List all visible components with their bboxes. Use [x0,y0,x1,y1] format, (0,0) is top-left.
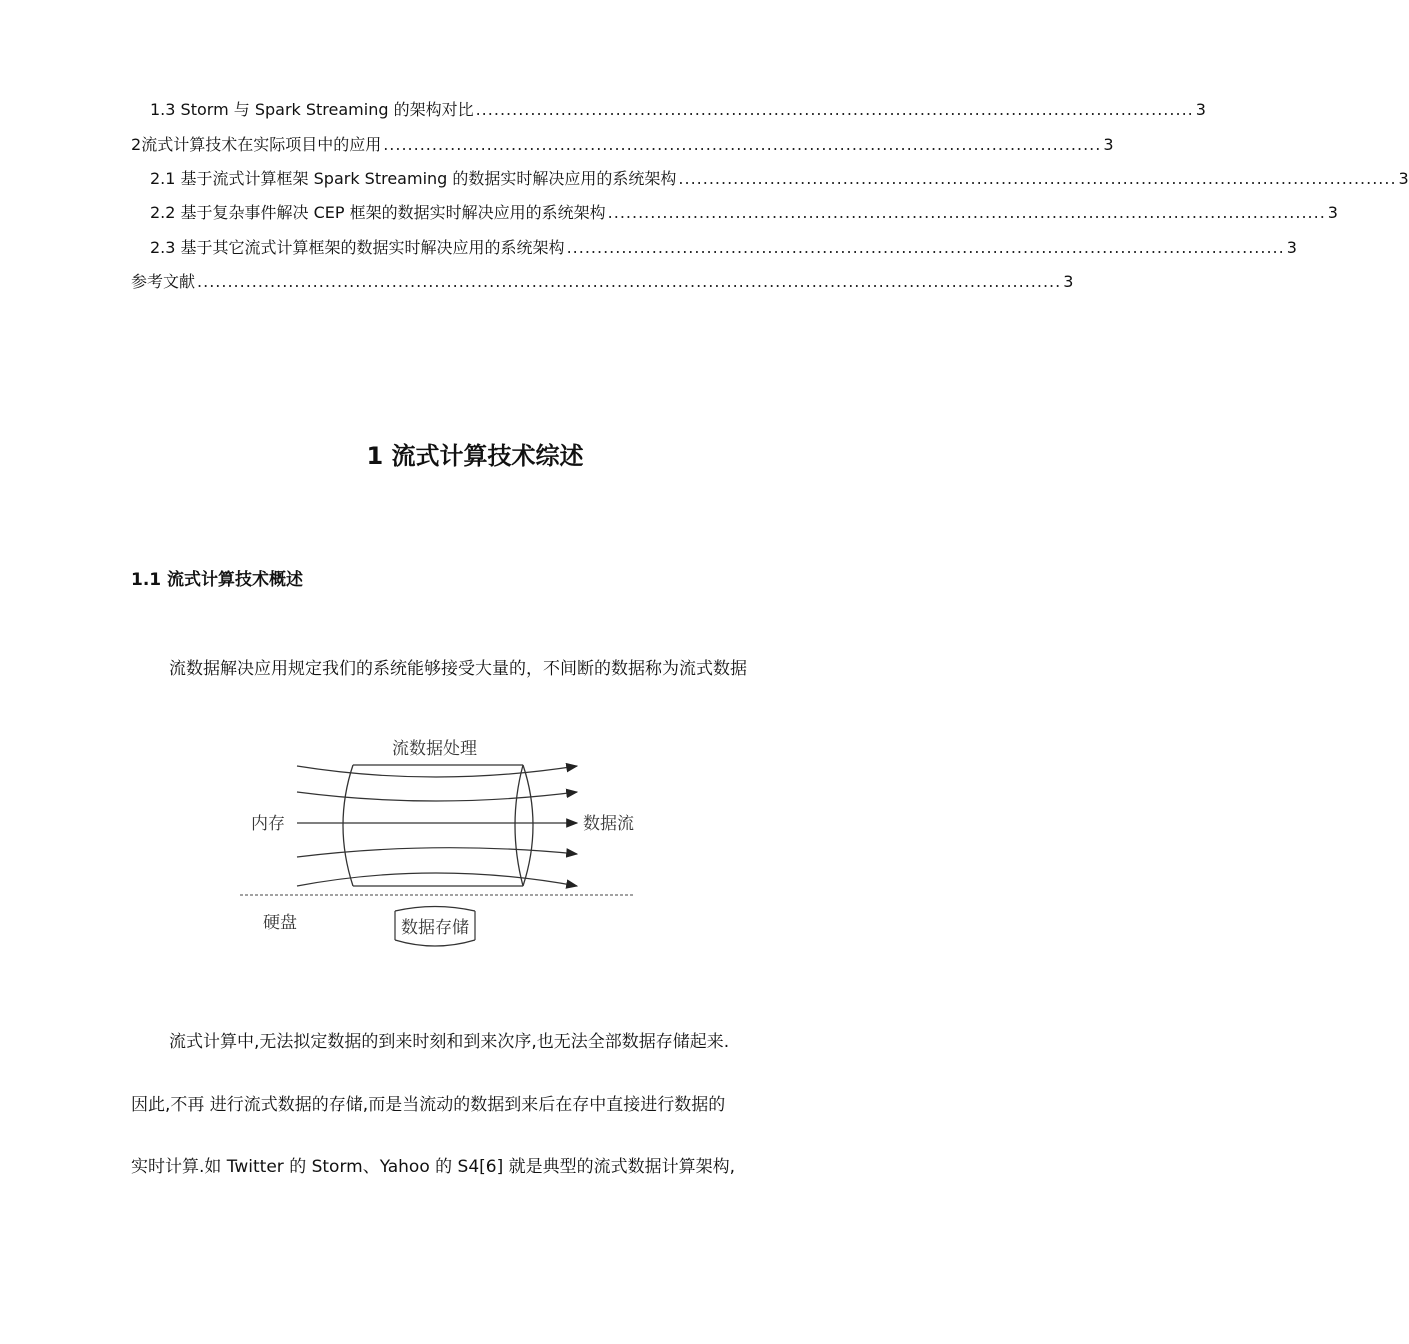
body-paragraph-line: 因此,不再 进行流式数据的存储,而是当流动的数据到来后在存中直接进行数据的 [131,1095,726,1115]
toc-leader-dots: .............................................................................................................................................. [197,272,1062,291]
toc-entry-title: 2.1 基于流式计算框架 Spark Streaming 的数据实时解决应用的系统架构 [150,169,677,188]
data-storage-label: 数据存储 [401,918,469,938]
memory-label: 内存 [251,814,285,834]
data-stream-label: 数据流 [583,814,634,834]
toc-page-number: 3 [1286,238,1297,257]
memory-cylinder [343,765,533,886]
toc-entry-title: 2.2 基于复杂事件解决 CEP 框架的数据实时解决应用的系统架构 [150,203,606,222]
toc-entry[interactable] [150,237,1297,259]
toc-leader-dots: ...................................................................................................................... [566,238,1285,257]
toc-entry-title: 参考文献 [131,272,196,291]
data-flow-arrows [297,766,577,886]
toc-page-number: 3 [1063,272,1074,291]
chapter-heading: 1 流式计算技术综述 [366,442,584,470]
toc-leader-dots: ...................................................................................................................... [607,203,1326,222]
toc-page-number: 3 [1398,169,1409,188]
stream-processing-diagram [235,730,645,960]
toc-page-number: 3 [1103,135,1114,154]
toc-entry[interactable] [150,202,1338,224]
body-paragraph-line: 流式计算中,无法拟定数据的到来时刻和到来次序,也无法全部数据存储起来. [169,1032,730,1052]
toc-entry[interactable] [150,168,1409,190]
toc-entry-number: 2 [131,135,142,154]
toc-leader-dots: ...................................................................................................................... [475,100,1194,119]
body-paragraph: 流数据解决应用规定我们的系统能够接受大量的，不间断的数据称为流式数据 [169,659,747,679]
toc-leader-dots: ...................................................................................................................... [383,135,1102,154]
toc-entry[interactable] [150,99,1206,121]
toc-entry[interactable] [131,134,1114,156]
figure-title-label: 流数据处理 [392,739,477,759]
toc-page-number: 3 [1195,100,1206,119]
toc-entry-title: 流式计算技术在实际项目中的应用 [141,135,382,154]
toc-entry-title: 1.3 Storm 与 Spark Streaming 的架构对比 [150,100,474,119]
body-paragraph-line: 实时计算.如 Twitter 的 Storm、Yahoo 的 S4[6] 就是典型的流式数据计算架构, [131,1157,736,1177]
disk-label: 硬盘 [263,913,297,933]
toc-page-number: 3 [1327,203,1338,222]
toc-leader-dots: ...................................................................................................................... [678,169,1397,188]
toc-entry-title: 2.3 基于其它流式计算框架的数据实时解决应用的系统架构 [150,238,565,257]
section-heading: 1.1 流式计算技术概述 [131,570,304,590]
toc-entry[interactable] [131,271,1074,293]
